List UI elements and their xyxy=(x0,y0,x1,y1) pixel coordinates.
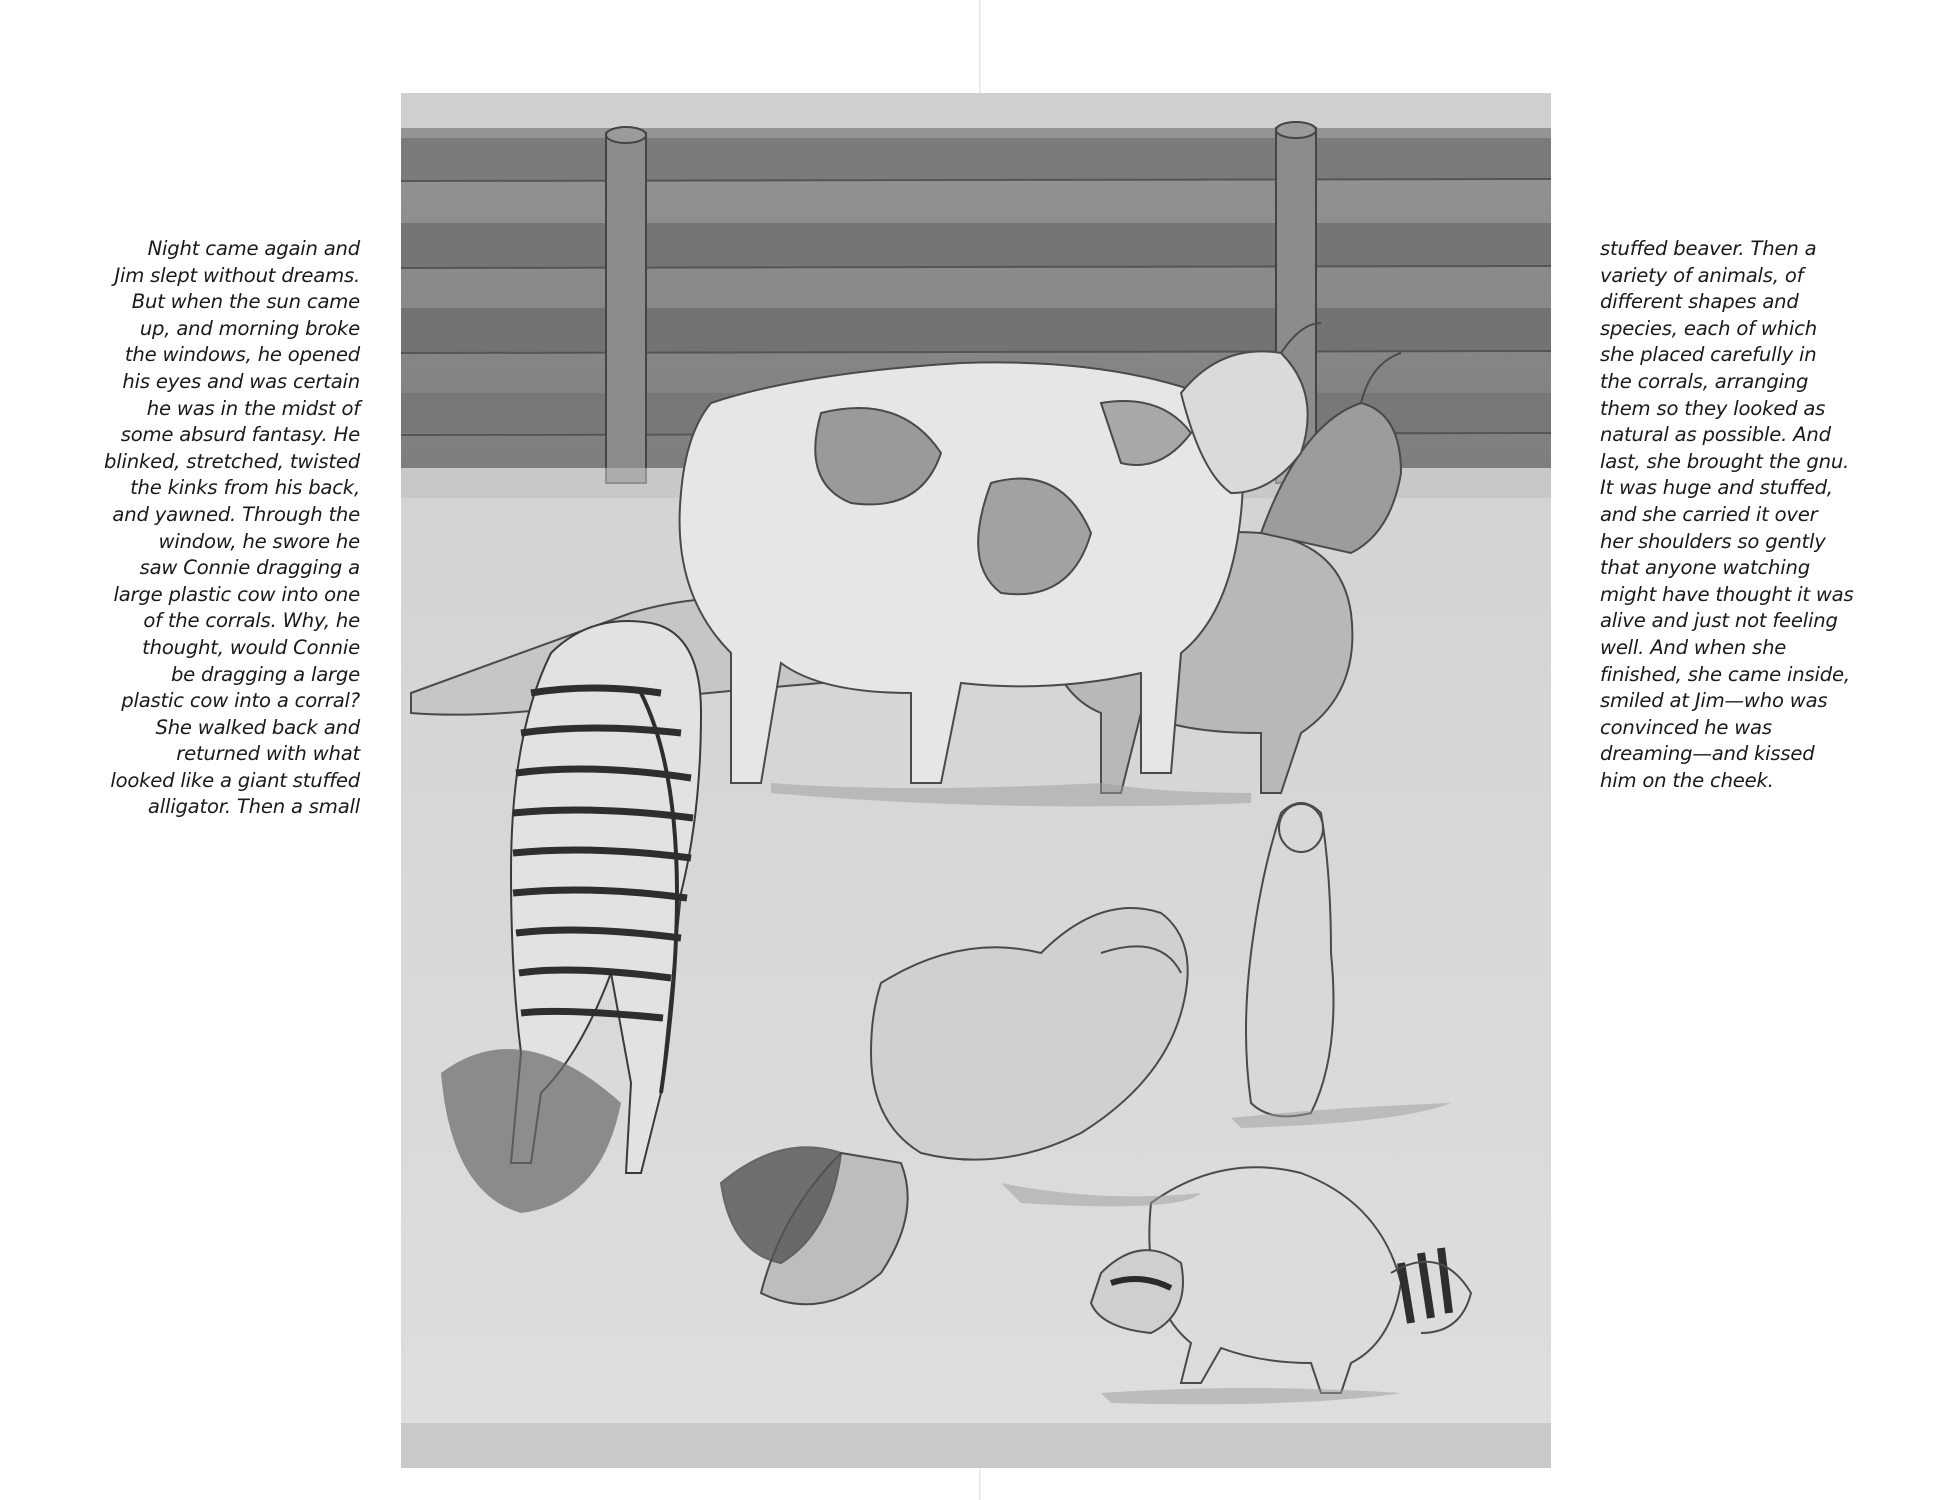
text-line: thought, would Connie xyxy=(142,635,360,659)
text-line: her shoulders so gently xyxy=(1600,529,1826,553)
text-line: She walked back and xyxy=(155,715,360,739)
text-line: some absurd fantasy. He xyxy=(120,423,360,447)
text-line: natural as possible. And xyxy=(1600,423,1831,447)
text-line: alligator. Then a small xyxy=(147,795,360,819)
text-line: that anyone watching xyxy=(1600,556,1810,580)
text-line: alive and just not feeling xyxy=(1600,609,1838,633)
text-line: last, she brought the gnu. xyxy=(1600,449,1850,473)
text-line: his eyes and was certain xyxy=(122,369,360,393)
text-line: large plastic cow into one xyxy=(113,582,360,606)
text-line: the kinks from his back, xyxy=(130,476,360,500)
text-line: species, each of which xyxy=(1600,316,1817,340)
text-line: plastic cow into a corral? xyxy=(121,689,360,713)
text-line: returned with what xyxy=(176,742,360,766)
text-line: be dragging a large xyxy=(170,662,360,686)
text-line: Jim slept without dreams. xyxy=(114,263,360,287)
text-line: the windows, he opened xyxy=(124,343,360,367)
text-line: and yawned. Through the xyxy=(112,502,360,526)
text-line: she placed carefully in xyxy=(1600,343,1817,367)
text-line: variety of animals, of xyxy=(1600,263,1804,287)
text-line: he was in the midst of xyxy=(146,396,360,420)
text-line: It was huge and stuffed, xyxy=(1600,476,1833,500)
pencil-illustration xyxy=(401,93,1551,1468)
text-line: Night came again and xyxy=(147,237,360,260)
text-line: But when the sun came xyxy=(131,290,360,314)
text-line: and she carried it over xyxy=(1600,502,1818,526)
text-line: dreaming—and kissed xyxy=(1600,742,1815,766)
text-line: saw Connie dragging a xyxy=(139,556,360,580)
text-line: window, he swore he xyxy=(158,529,360,553)
left-page-text xyxy=(60,236,360,821)
text-line: of the corrals. Why, he xyxy=(143,609,360,633)
text-line: stuffed beaver. Then a xyxy=(1600,237,1817,260)
text-line: looked like a giant stuffed xyxy=(110,768,360,792)
text-line: up, and morning broke xyxy=(139,316,360,340)
corral-animals-drawing xyxy=(401,93,1551,1468)
text-line: well. And when she xyxy=(1600,635,1787,659)
text-line: blinked, stretched, twisted xyxy=(104,449,360,473)
text-line: might have thought it was xyxy=(1600,582,1854,606)
right-page-text xyxy=(1600,236,1900,794)
text-line: different shapes and xyxy=(1600,290,1799,314)
text-line: convinced he was xyxy=(1600,715,1772,739)
text-line: him on the cheek. xyxy=(1600,768,1774,792)
text-line: smiled at Jim—who was xyxy=(1600,689,1828,713)
text-line: the corrals, arranging xyxy=(1600,369,1809,393)
text-line: finished, she came inside, xyxy=(1600,662,1850,686)
text-line: them so they looked as xyxy=(1600,396,1826,420)
